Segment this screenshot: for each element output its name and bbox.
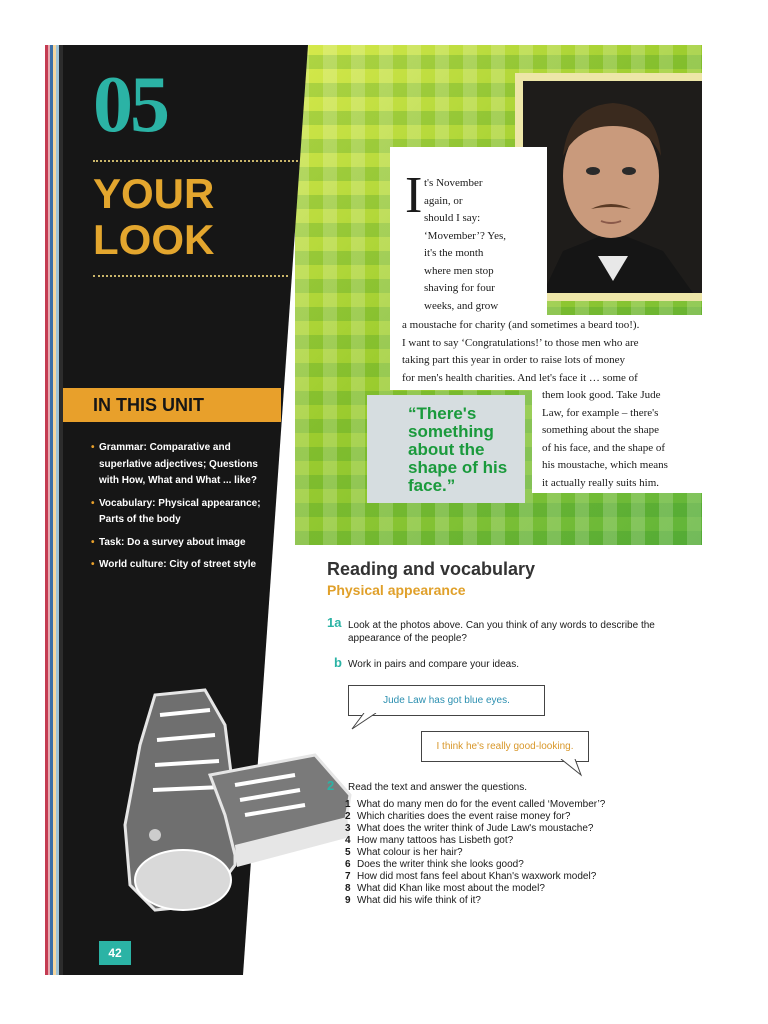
unit-contents-item: • Vocabulary: Physical appearance; Parts of the body — [91, 496, 271, 529]
unit-title — [93, 171, 214, 263]
question-number: 5 — [345, 847, 351, 858]
sneakers-image — [85, 685, 355, 925]
exercise-number: 2 — [327, 778, 335, 793]
question-number: 6 — [345, 859, 351, 870]
article-line: for men's health charities. And let's face it … some of — [402, 371, 638, 384]
unit-number: 05 — [93, 61, 167, 149]
dotted-divider-bottom — [93, 275, 288, 277]
article-line: ‘Movember’? Yes, — [424, 229, 506, 242]
speech-bubble: I think he's really good-looking. — [421, 731, 589, 762]
in-this-unit-heading: IN THIS UNIT — [63, 388, 281, 422]
question-number: 1 — [345, 799, 351, 810]
portrait-illustration — [523, 81, 702, 293]
question-text: What did Khan like most about the model? — [357, 883, 545, 894]
question-number: 4 — [345, 835, 351, 846]
article-line: a moustache for charity (and sometimes a beard too!). — [402, 319, 640, 331]
speech-bubble-tail — [557, 759, 587, 777]
question-item — [345, 847, 605, 859]
article-line: weeks, and grow — [424, 299, 499, 312]
question-number: 7 — [345, 871, 351, 882]
unit-contents-list — [91, 440, 271, 580]
question-item — [345, 835, 605, 847]
article-line: it actually really suits him. — [542, 476, 660, 489]
textbook-page — [45, 45, 702, 975]
unit-contents-item: • World culture: City of street style — [91, 557, 271, 574]
question-number: 2 — [345, 811, 351, 822]
article-column-2 — [402, 317, 700, 387]
unit-title-line1: YOUR — [93, 170, 215, 217]
question-number: 8 — [345, 883, 351, 894]
article-line: shaving for four — [424, 282, 495, 294]
article-dropcap: I — [405, 167, 423, 224]
article-line: it's the month — [424, 247, 484, 259]
question-item — [345, 895, 605, 907]
article-column-1 — [424, 175, 544, 315]
article-line: his moustache, which means — [542, 459, 668, 471]
speech-bubble-tail — [350, 713, 380, 731]
article-line: where men stop — [424, 264, 494, 277]
speech-bubble: Jude Law has got blue eyes. — [348, 685, 545, 716]
article-line: them look good. Take Jude — [542, 389, 661, 401]
question-item — [345, 883, 605, 895]
question-text: What does the writer think of Jude Law's moustache? — [357, 823, 594, 834]
article-line: Law, for example – there's — [542, 406, 659, 419]
article-line: again, or — [424, 194, 463, 207]
article-line: taking part this year in order to raise lots of money — [402, 354, 625, 366]
unit-contents-item: • Grammar: Comparative and superlative adjectives; Questions with How, What and What ... like? — [91, 440, 271, 490]
question-text: What did his wife think of it? — [357, 895, 481, 906]
unit-title-line2: LOOK — [93, 216, 215, 263]
question-item — [345, 823, 605, 835]
page-number: 42 — [99, 941, 131, 965]
question-text: What colour is her hair? — [357, 847, 463, 858]
question-text: How many tattoos has Lisbeth got? — [357, 835, 514, 846]
article-line: something about the shape — [542, 424, 660, 436]
question-text: How did most fans feel about Khan's waxwork model? — [357, 871, 597, 882]
book-edge — [45, 45, 63, 975]
exercise-instruction: Read the text and answer the questions. — [348, 782, 528, 793]
exercise-number: b — [334, 655, 342, 670]
question-item — [345, 811, 605, 823]
question-item — [345, 859, 605, 871]
unit-contents-item: • Task: Do a survey about image — [91, 535, 271, 552]
question-number: 3 — [345, 823, 351, 834]
exercise-instruction: Look at the photos above. Can you think of any words to describe the appearance of the people? — [348, 620, 655, 644]
question-text: What do many men do for the event called ‘Movember’? — [357, 799, 606, 810]
question-list — [345, 799, 605, 907]
section-title: Reading and vocabulary — [327, 559, 536, 579]
article-line: should I say: — [424, 212, 481, 224]
article-line: of his face, and the shape of — [542, 441, 666, 454]
article-column-3 — [542, 387, 700, 492]
exercise-instruction: Work in pairs and compare your ideas. — [348, 659, 520, 670]
question-text: Which charities does the event raise money for? — [357, 811, 571, 822]
article-line: t's November — [424, 177, 483, 189]
question-item — [345, 799, 605, 811]
article-line: I want to say ‘Congratulations!’ to those men who are — [402, 336, 639, 349]
pull-quote: “There's something about the shape of his face.” — [408, 404, 508, 495]
question-text: Does the writer think she looks good? — [357, 859, 524, 870]
question-number: 9 — [345, 895, 351, 906]
section-subtitle: Physical appearance — [327, 582, 466, 598]
dotted-divider-top — [93, 160, 298, 162]
question-item — [345, 871, 605, 883]
jude-law-photo — [523, 81, 702, 293]
exercise-number: 1a — [327, 615, 342, 630]
